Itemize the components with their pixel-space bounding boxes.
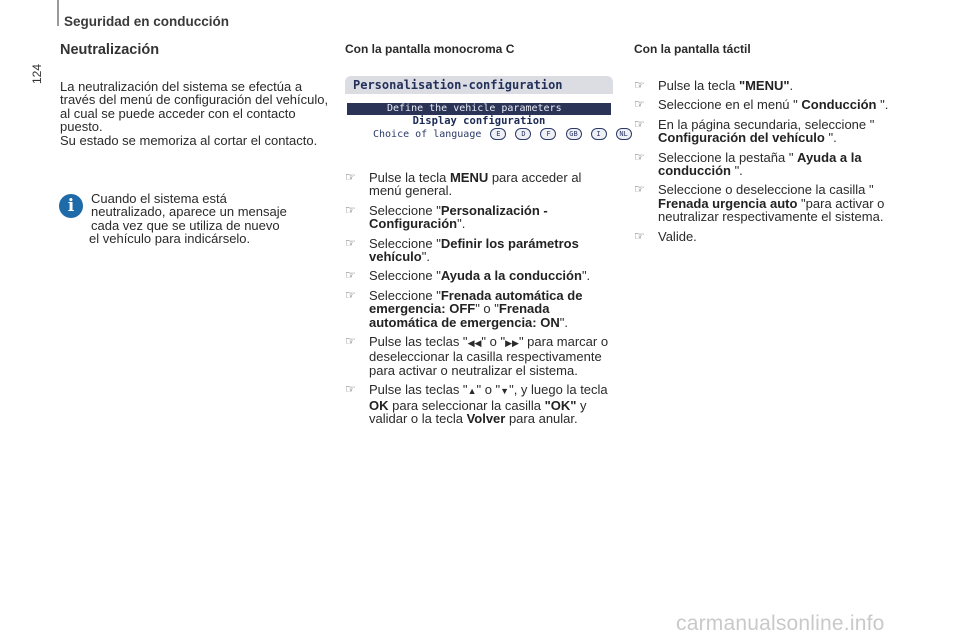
list-item: ☞ En la página secundaria, seleccione " Configuración del vehículo ". bbox=[634, 116, 875, 146]
language-flag-icon: GB bbox=[566, 128, 582, 140]
pointing-hand-icon: ☞ bbox=[345, 287, 356, 302]
header-rule bbox=[57, 0, 59, 26]
pointing-hand-icon: ☞ bbox=[634, 149, 645, 164]
pointing-hand-icon: ☞ bbox=[345, 268, 356, 283]
list-item: ☞ Pulse la tecla MENU para acceder al menú general. bbox=[345, 170, 582, 199]
screen-display-item: Display configuration bbox=[412, 115, 546, 127]
list-item: ☞ Pulse la tecla "MENU". bbox=[634, 78, 794, 93]
memory-paragraph: Su estado se memoriza al cortar el contacto. bbox=[60, 133, 318, 148]
language-flag-icon: NL bbox=[616, 128, 632, 140]
info-line: el vehículo para indicárselo. bbox=[89, 231, 251, 247]
screen-selected-item: Define the vehicle parameters bbox=[347, 103, 611, 115]
pointing-hand-icon: ☞ bbox=[345, 170, 356, 184]
touch-steps-list bbox=[634, 79, 906, 249]
mono-heading: Con la pantalla monocroma C bbox=[345, 42, 515, 56]
page-number: 124 bbox=[30, 63, 44, 84]
list-item: ☞ Seleccione "Ayuda a la conducción". bbox=[345, 268, 591, 284]
list-item: ☞ Seleccione o deseleccione la casilla " Frenada urgencia auto "para activar o neutralizar respectivamente el sistema. bbox=[634, 182, 885, 225]
rewind-icon: ◀◀ bbox=[467, 338, 482, 349]
pointing-hand-icon: ☞ bbox=[634, 97, 645, 112]
pointing-hand-icon: ☞ bbox=[634, 78, 645, 92]
list-item: ☞ Valide. bbox=[634, 228, 697, 244]
arrow-down-icon: ▼ bbox=[500, 386, 510, 397]
pointing-hand-icon: ☞ bbox=[345, 334, 356, 349]
list-item: ☞ Seleccione "Definir los parámetros vehículo". bbox=[345, 235, 579, 265]
list-item: ☞ Seleccione la pestaña " Ayuda a la conducción ". bbox=[634, 149, 862, 179]
touch-heading: Con la pantalla táctil bbox=[634, 42, 751, 56]
info-note bbox=[91, 192, 331, 246]
pointing-hand-icon: ☞ bbox=[345, 382, 356, 397]
intro-paragraph: La neutralización del sistema se efectúa a través del menú de configuración del vehículo, al cual se puede acceder con el contacto puesto. bbox=[60, 79, 329, 135]
language-flag-icon: I bbox=[591, 128, 607, 140]
arrow-up-icon: ▲ bbox=[467, 386, 477, 397]
fast-forward-icon: ▶▶ bbox=[505, 338, 519, 349]
screen-title: Personalisation-configuration bbox=[345, 76, 613, 94]
info-line: Cuando el sistema está bbox=[91, 191, 227, 206]
list-item: ☞ Pulse las teclas "◀◀" o "▶▶" para marcar o deseleccionar la casilla respectivamente para activar o neutralizar el sistema. bbox=[345, 334, 609, 378]
language-flag-icon: D bbox=[515, 128, 531, 140]
info-icon: i bbox=[59, 194, 83, 218]
pointing-hand-icon: ☞ bbox=[634, 228, 645, 243]
pointing-hand-icon: ☞ bbox=[345, 202, 356, 217]
info-line: cada vez que se utiliza de nuevo bbox=[91, 217, 280, 233]
watermark: carmanualsonline.info bbox=[676, 612, 885, 635]
list-item: ☞ Seleccione en el menú " Conducción ". bbox=[634, 97, 889, 113]
pointing-hand-icon: ☞ bbox=[634, 182, 645, 197]
mono-screen-image bbox=[345, 76, 628, 148]
mono-steps-list bbox=[345, 171, 615, 432]
language-flag-icon: F bbox=[540, 128, 556, 140]
screen-language-row bbox=[373, 128, 632, 141]
pointing-hand-icon: ☞ bbox=[345, 235, 356, 250]
pointing-hand-icon: ☞ bbox=[634, 116, 645, 131]
screen-language-label: Choice of language bbox=[373, 129, 482, 140]
section-header: Seguridad en conducción bbox=[64, 14, 230, 29]
language-flag-icon: E bbox=[490, 128, 506, 140]
section-title: Neutralización bbox=[60, 42, 160, 58]
list-item: ☞ Seleccione "Personalización - Configuración". bbox=[345, 202, 548, 232]
info-line: neutralizado, aparece un mensaje bbox=[91, 204, 287, 220]
list-item: ☞ Pulse las teclas "▲" o "▼", y luego la tecla OK para seleccionar la casilla "OK" y validar o la tecla Volver para anular. bbox=[345, 382, 608, 427]
list-item: ☞ Seleccione "Frenada automática de emergencia: OFF" o "Frenada automática de emergencia: ON". bbox=[345, 287, 583, 330]
